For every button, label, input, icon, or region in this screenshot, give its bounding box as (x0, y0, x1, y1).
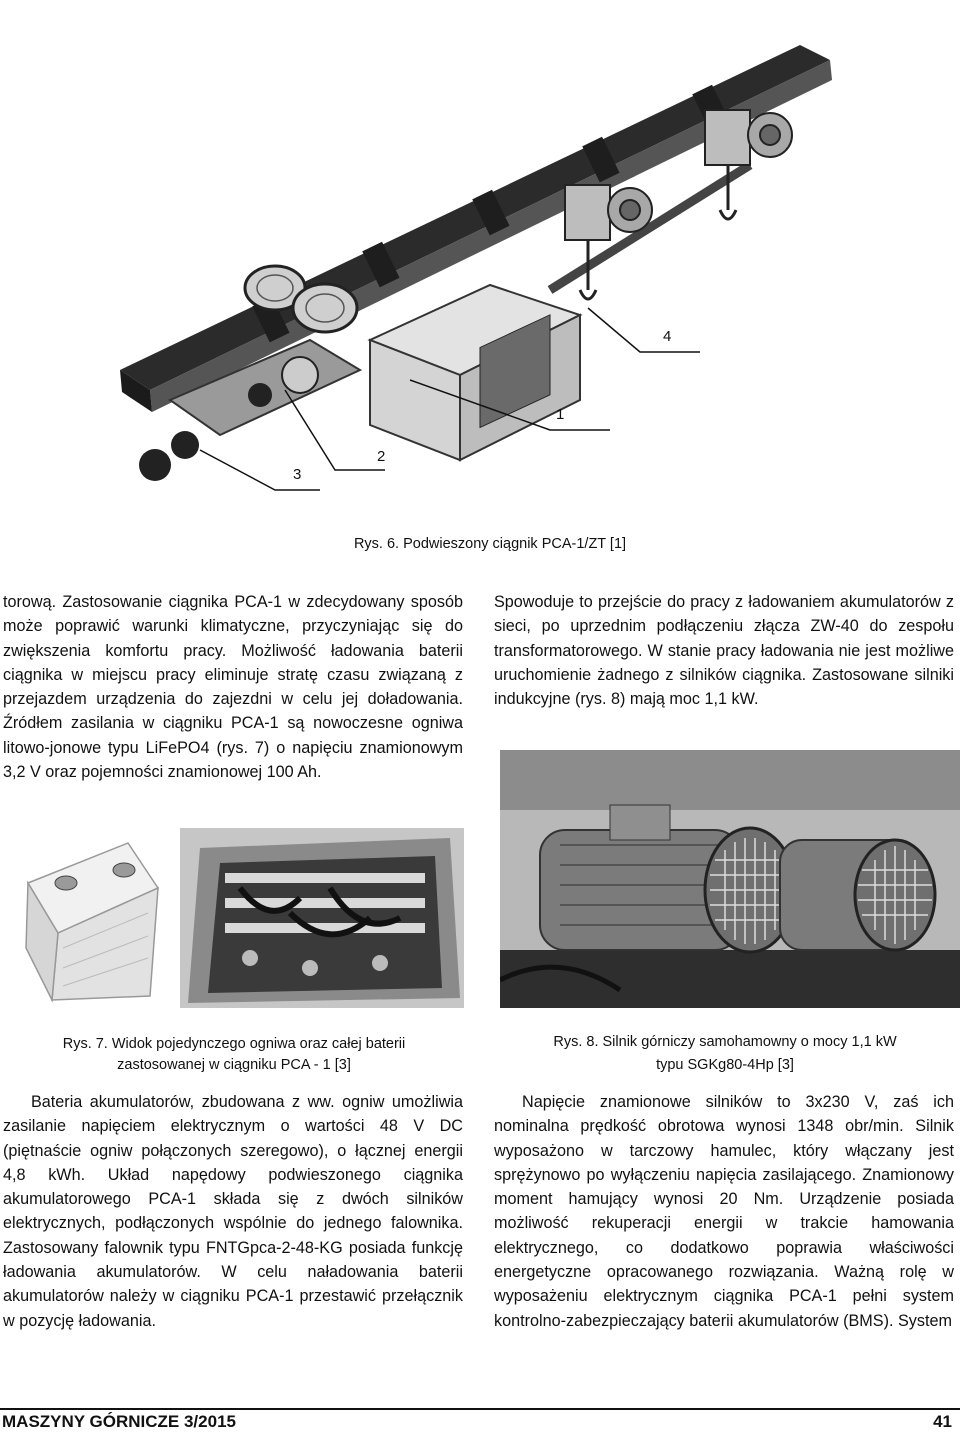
right-paragraph-2: Napięcie znamionowe silników to 3x230 V, zaś ich nominalna prędkość obrotowa wynosi 1348 obr/min. Silnik wyposażono w tarczowy hamulec, który włączany jest sprężynowo po wyłączeniu napięcia zasilającego. Znamionowy moment hamujący wynosi 20 Nm. Urządzenie posiada możliwość rekuperacji energii w trakcie hamowania elektrycznego, co dodatkowo poprawia właściwości energetyczne opracowanego rozwiązania. Ważną rolę w wyposażeniu elektrycznym ciągnika PCA-1 pełni system kontrolno-zabezpieczający baterii akumulatorów (BMS). System (494, 1093, 954, 1330)
left-paragraph-1: torową. Zastosowanie ciągnika PCA-1 w zdecydowany sposób może poprawić warunki klimatyczne, przyczyniając się do zwiększenia komfortu pracy. Możliwość ładowania baterii ciągnika w miejscu pracy eliminuje stratę czasu związaną z przejazdem urządzenia do zajezdni w celu jej doładowania. Źródłem zasilania w ciągniku PCA-1 są nowoczesne ogniwa litowo-jonowe typu LiFePO4 (rys. 7) o napięciu znamionowym 3,2 V oraz pojemności znamionowej 100 Ah. (3, 593, 463, 782)
callout-4: 4 (663, 328, 672, 345)
figure-7-caption-line-2: zastosowanej w ciągniku PCA - 1 [3] (117, 1057, 351, 1073)
figure-6-caption: Rys. 6. Podwieszony ciągnik PCA-1/ZT [1] (353, 536, 627, 552)
callout-2: 2 (377, 448, 386, 465)
right-paragraph-1: Spowoduje to przejście do pracy z ładowaniem akumulatorów z sieci, po uprzednim podłączeniu złącza ZW-40 do zespołu transformatorowego. W stanie pracy ładowania nie jest możliwe uruchomienie żadnego z silników ciągnika. Zastosowane silniki indukcyjne (rys. 8) mają moc 1,1 kW. (494, 593, 954, 709)
battery-box-image (180, 828, 464, 1008)
battery-cell-image (18, 828, 168, 1006)
motor-image (500, 750, 960, 1008)
left-paragraph-2: Bateria akumulatorów, zbudowana z ww. ogniw umożliwia zasilanie napięciem elektrycznym o wartości 48 V DC (piętnaście ogniw połączonych szeregowo), o łącznej energii 4,8 kWh. Układ napędowy podwieszonego ciągnika akumulatorowego PCA-1 składa się z dwóch silników elektrycznych, podłączonych wspólnie do jednego falownika. Zastosowany falownik typu FNTGpca-2-48-KG posiada funkcję ładowania akumulatorów. W celu naładowania baterii akumulatorów należy w ciągniku PCA-1 przestawić przełącznik w pozycję ładowania. (3, 1093, 463, 1330)
suspended-tractor-illustration (110, 40, 910, 510)
figure-8-motor-photo (500, 750, 960, 1008)
figure-8-caption-line-2: typu SGKg80-4Hp [3] (656, 1057, 794, 1073)
journal-title: MASZYNY GÓRNICZE 3/2015 (2, 1412, 236, 1431)
page-number: 41 (933, 1412, 952, 1431)
callout-3: 3 (293, 466, 302, 483)
figure-6-drawing (110, 40, 910, 510)
figure-7-battery-photo (180, 828, 464, 1008)
figure-7-caption-line-1: Rys. 7. Widok pojedynczego ogniwa oraz całej baterii (62, 1036, 406, 1052)
footer-rule (0, 1408, 960, 1410)
callout-1: 1 (556, 406, 565, 423)
figure-8-caption-line-1: Rys. 8. Silnik górniczy samohamowny o mocy 1,1 kW (553, 1034, 897, 1050)
figure-7-cell-photo (18, 828, 168, 1006)
